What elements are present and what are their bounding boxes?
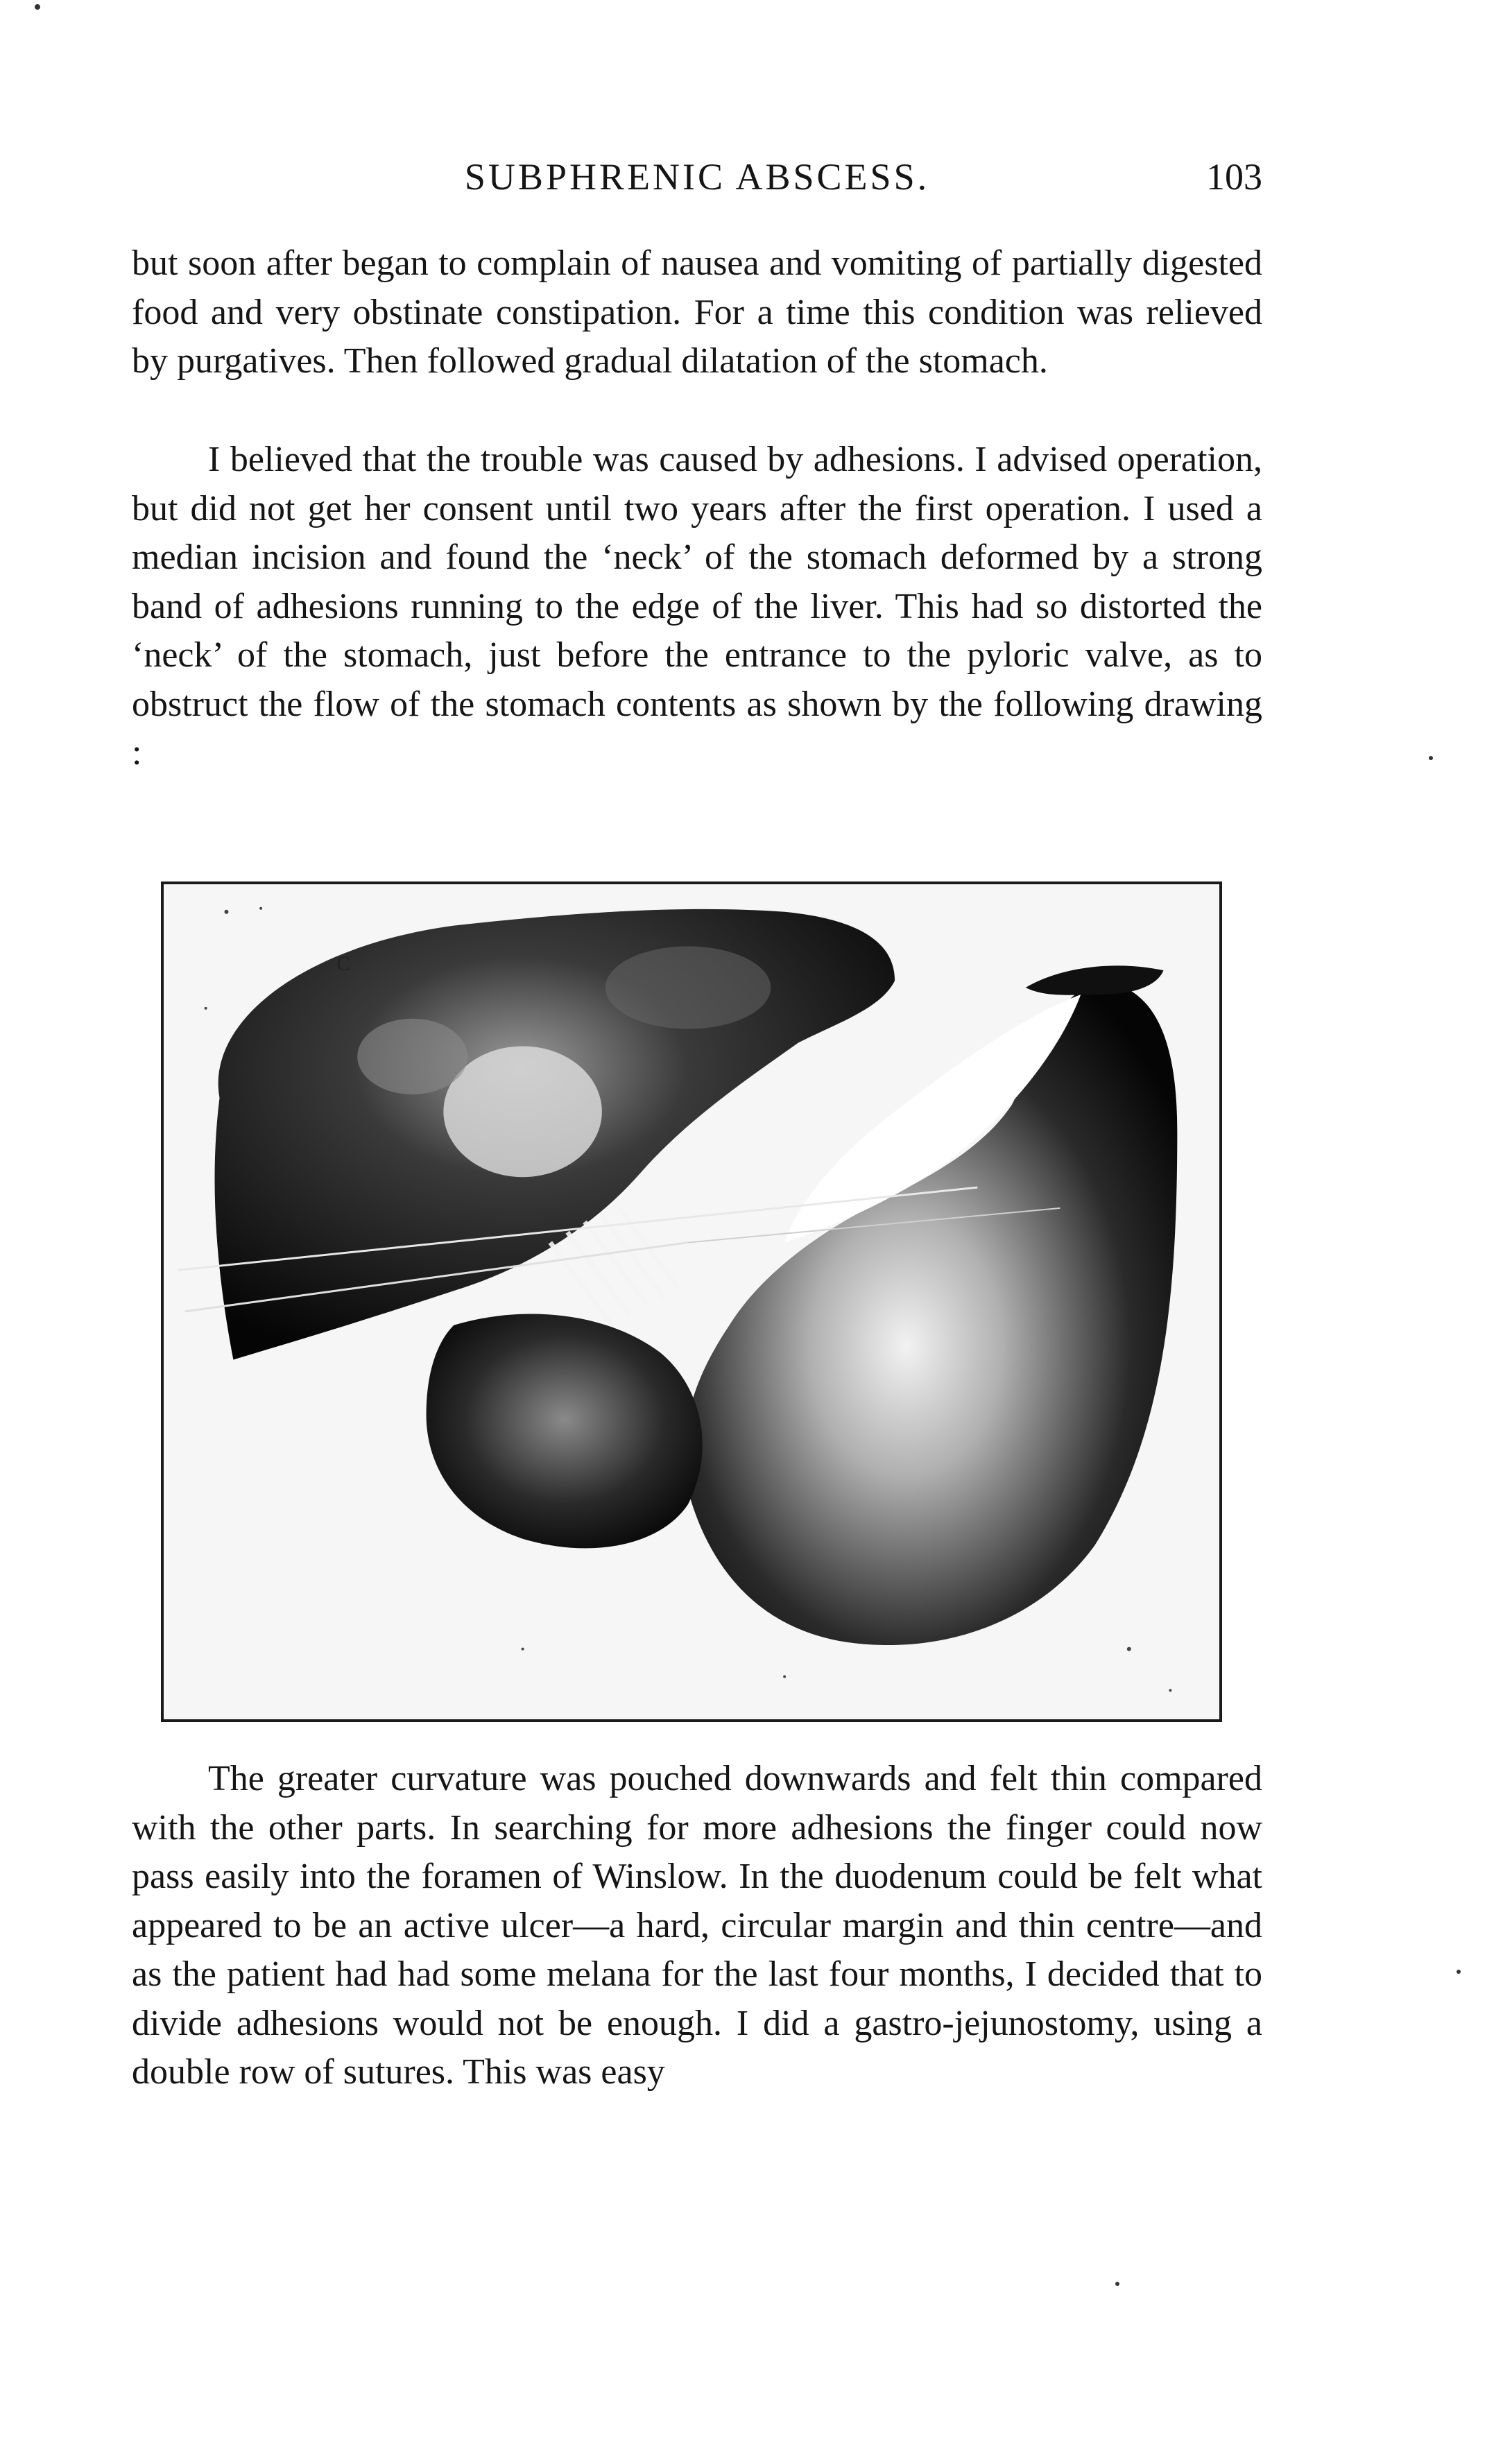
page-number: 103 [1206, 156, 1262, 198]
page-speck [1115, 2282, 1119, 2286]
page-speck [1457, 1970, 1461, 1974]
stomach-liver-illustration [161, 881, 1222, 1722]
page-speck [1429, 756, 1433, 760]
illustration-drawing [164, 884, 1219, 1719]
paragraph-greater-curvature: The greater curvature was pouched downwards and felt thin compared with the other parts. In searching for more adhesions the finger could now pass easily into the foramen of Winslow. In the duodenum could be felt what appeared to be an active ulcer—a hard, circular margin and thin centre—and as the patient had had some melana for the last four months, I decided that to divide adhesions would not be enough. I did a gastro-jejunostomy, using a double row of sutures. This was easy [132, 1759, 1262, 2092]
figure-label: C [336, 952, 351, 976]
page-speck [35, 4, 40, 10]
paragraph-continued: but soon after began to complain of nausea and vomiting of partially digested food and very obstinate constipation. For a time this condition was relieved by purgatives. Then followed gradual dilatation of the stomach. [132, 243, 1262, 381]
duodenum-shape [427, 1314, 703, 1549]
running-head: SUBPHRENIC ABSCESS. [464, 156, 930, 198]
page-header [132, 146, 1262, 208]
paragraph-adhesions: I believed that the trouble was caused by adhesions. I advised operation, but did not get her consent until two years after the first operation. I used a median incision and found the ‘neck’ of the stomach deformed by a strong band of adhesions running to the edge of the liver. This had so distorted the ‘neck’ of the stomach, just before the entrance to the pyloric valve, as to obstruct the flow of the stomach contents as shown by the following drawing : [132, 440, 1262, 773]
stomach-shape [685, 981, 1178, 1645]
